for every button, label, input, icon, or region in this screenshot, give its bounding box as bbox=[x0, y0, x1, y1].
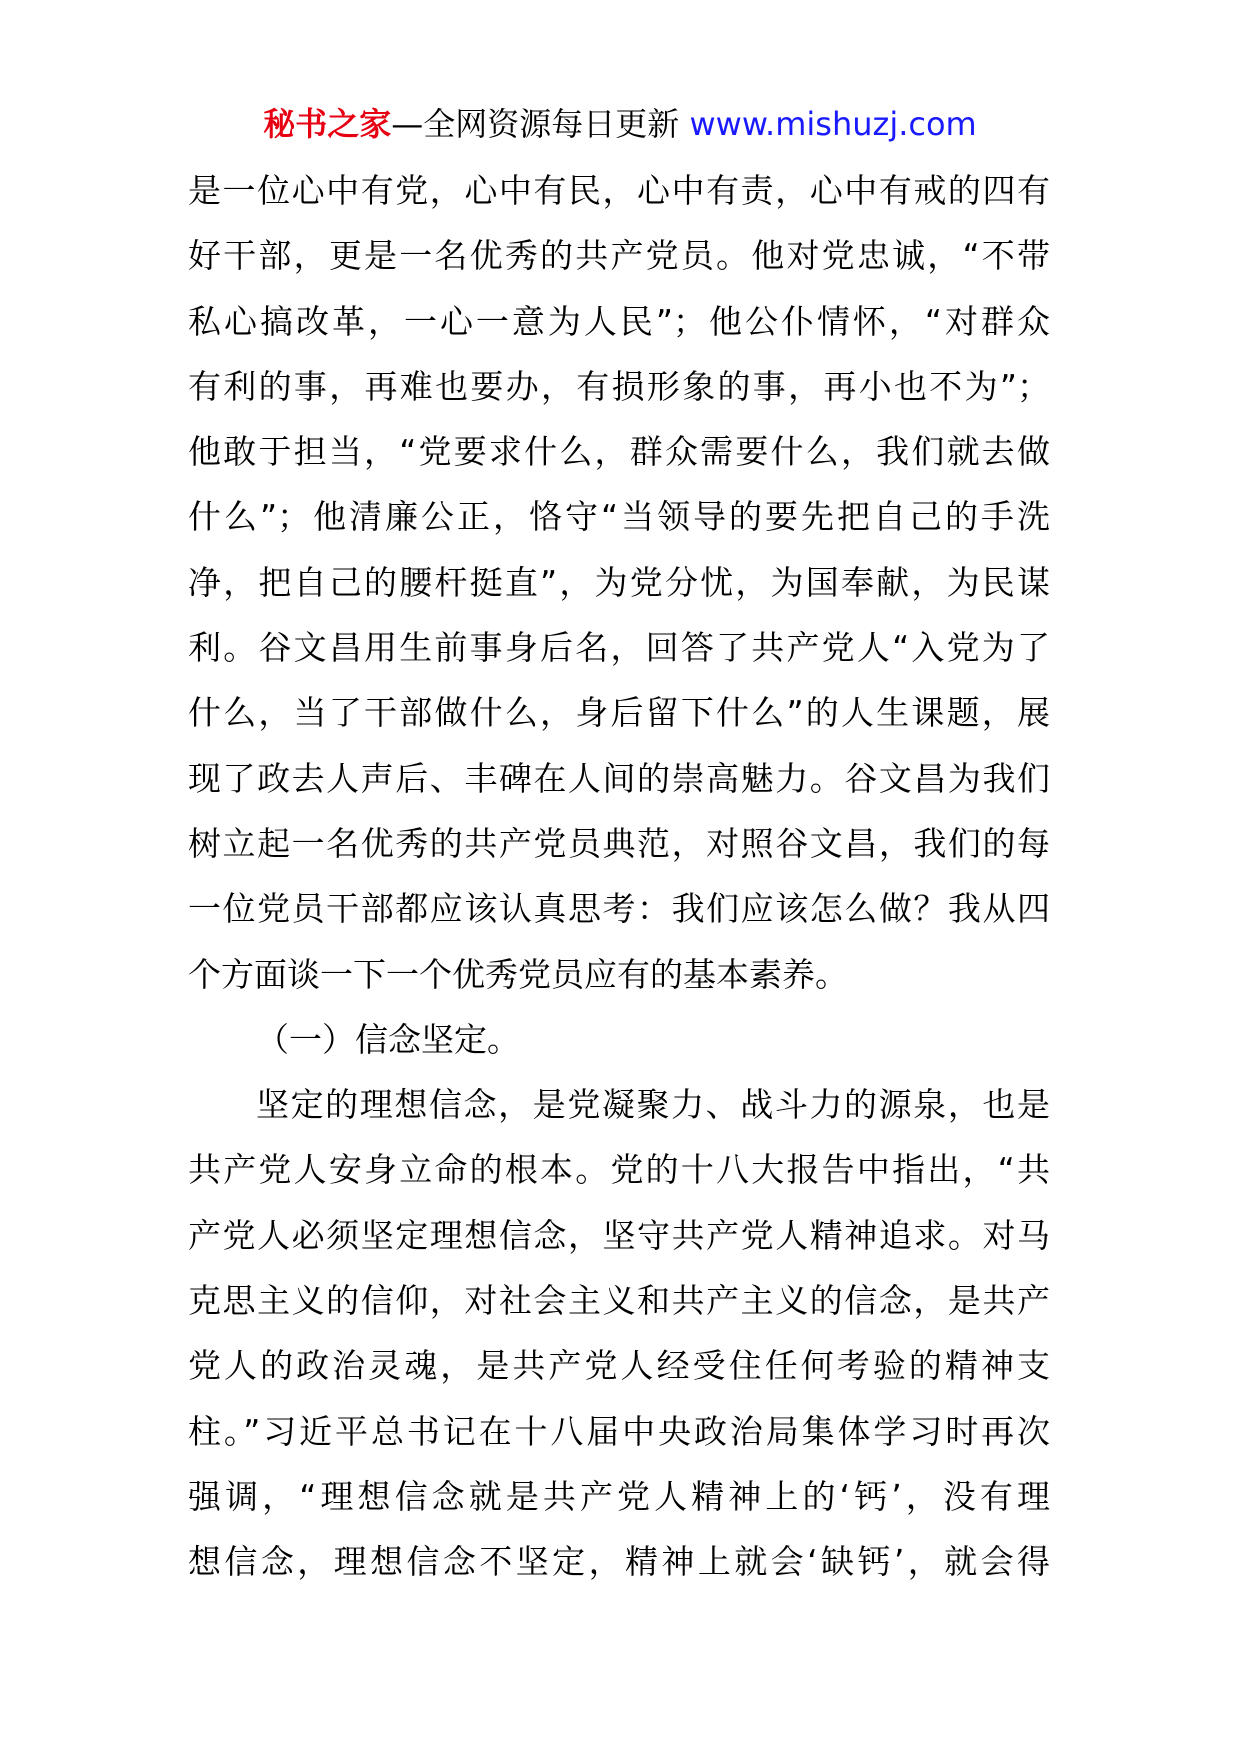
site-url-link[interactable]: www.mishuzj.com bbox=[689, 105, 977, 143]
text-line: 想信念，理想信念不坚定，精神上就会‘缺钙’，就会得 bbox=[188, 1542, 1050, 1582]
text-line: 私心搞改革，一心一意为人民”；他公仆情怀，“对群众 bbox=[188, 301, 1050, 341]
section-heading: （一）信念坚定。 bbox=[256, 1019, 520, 1059]
text-line: 柱。”习近平总书记在十八届中央政治局集体学习时再次 bbox=[188, 1411, 1050, 1451]
text-line: 是一位心中有党，心中有民，心中有责，心中有戒的四有 bbox=[188, 171, 1050, 210]
text-line: 利。谷文昌用生前事身后名，回答了共产党人“入党为了 bbox=[188, 628, 1050, 668]
text-line: 好干部，更是一名优秀的共产党员。他对党忠诚，“不带 bbox=[188, 236, 1050, 276]
text-line: 什么”；他清廉公正，恪守“当领导的要先把自己的手洗 bbox=[188, 497, 1050, 537]
site-brand: 秘书之家 bbox=[263, 105, 392, 143]
text-line: 他敢于担当，“党要求什么，群众需要什么，我们就去做 bbox=[188, 432, 1050, 472]
text-line: 一位党员干部都应该认真思考：我们应该怎么做？我从四 bbox=[188, 889, 1050, 929]
text-line: 什么，当了干部做什么，身后留下什么”的人生课题，展 bbox=[188, 693, 1050, 733]
text-line: 净，把自己的腰杆挺直”，为党分忧，为国奉献，为民谋 bbox=[188, 562, 1050, 602]
text-line: 坚定的理想信念，是党凝聚力、战斗力的源泉，也是 bbox=[256, 1085, 1050, 1125]
site-tagline: —全网资源每日更新 bbox=[391, 105, 680, 143]
site-header bbox=[0, 100, 1240, 148]
text-line: 产党人必须坚定理想信念，坚守共产党人精神追求。对马 bbox=[188, 1215, 1050, 1255]
text-line: 强调，“理想信念就是共产党人精神上的‘钙’，没有理 bbox=[188, 1476, 1050, 1516]
text-line: 现了政去人声后、丰碑在人间的崇高魅力。谷文昌为我们 bbox=[188, 758, 1050, 798]
text-line: 树立起一名优秀的共产党员典范，对照谷文昌，我们的每 bbox=[188, 823, 1050, 863]
text-line: 克思主义的信仰，对社会主义和共产主义的信念，是共产 bbox=[188, 1281, 1050, 1321]
text-line: 个方面谈一下一个优秀党员应有的基本素养。 bbox=[188, 954, 848, 994]
document-body bbox=[188, 158, 1050, 1595]
text-line: 共产党人安身立命的根本。党的十八大报告中指出，“共 bbox=[188, 1150, 1050, 1190]
text-line: 党人的政治灵魂，是共产党人经受住任何考验的精神支 bbox=[188, 1346, 1050, 1386]
text-line: 有利的事，再难也要办，有损形象的事，再小也不为”； bbox=[188, 366, 1050, 406]
